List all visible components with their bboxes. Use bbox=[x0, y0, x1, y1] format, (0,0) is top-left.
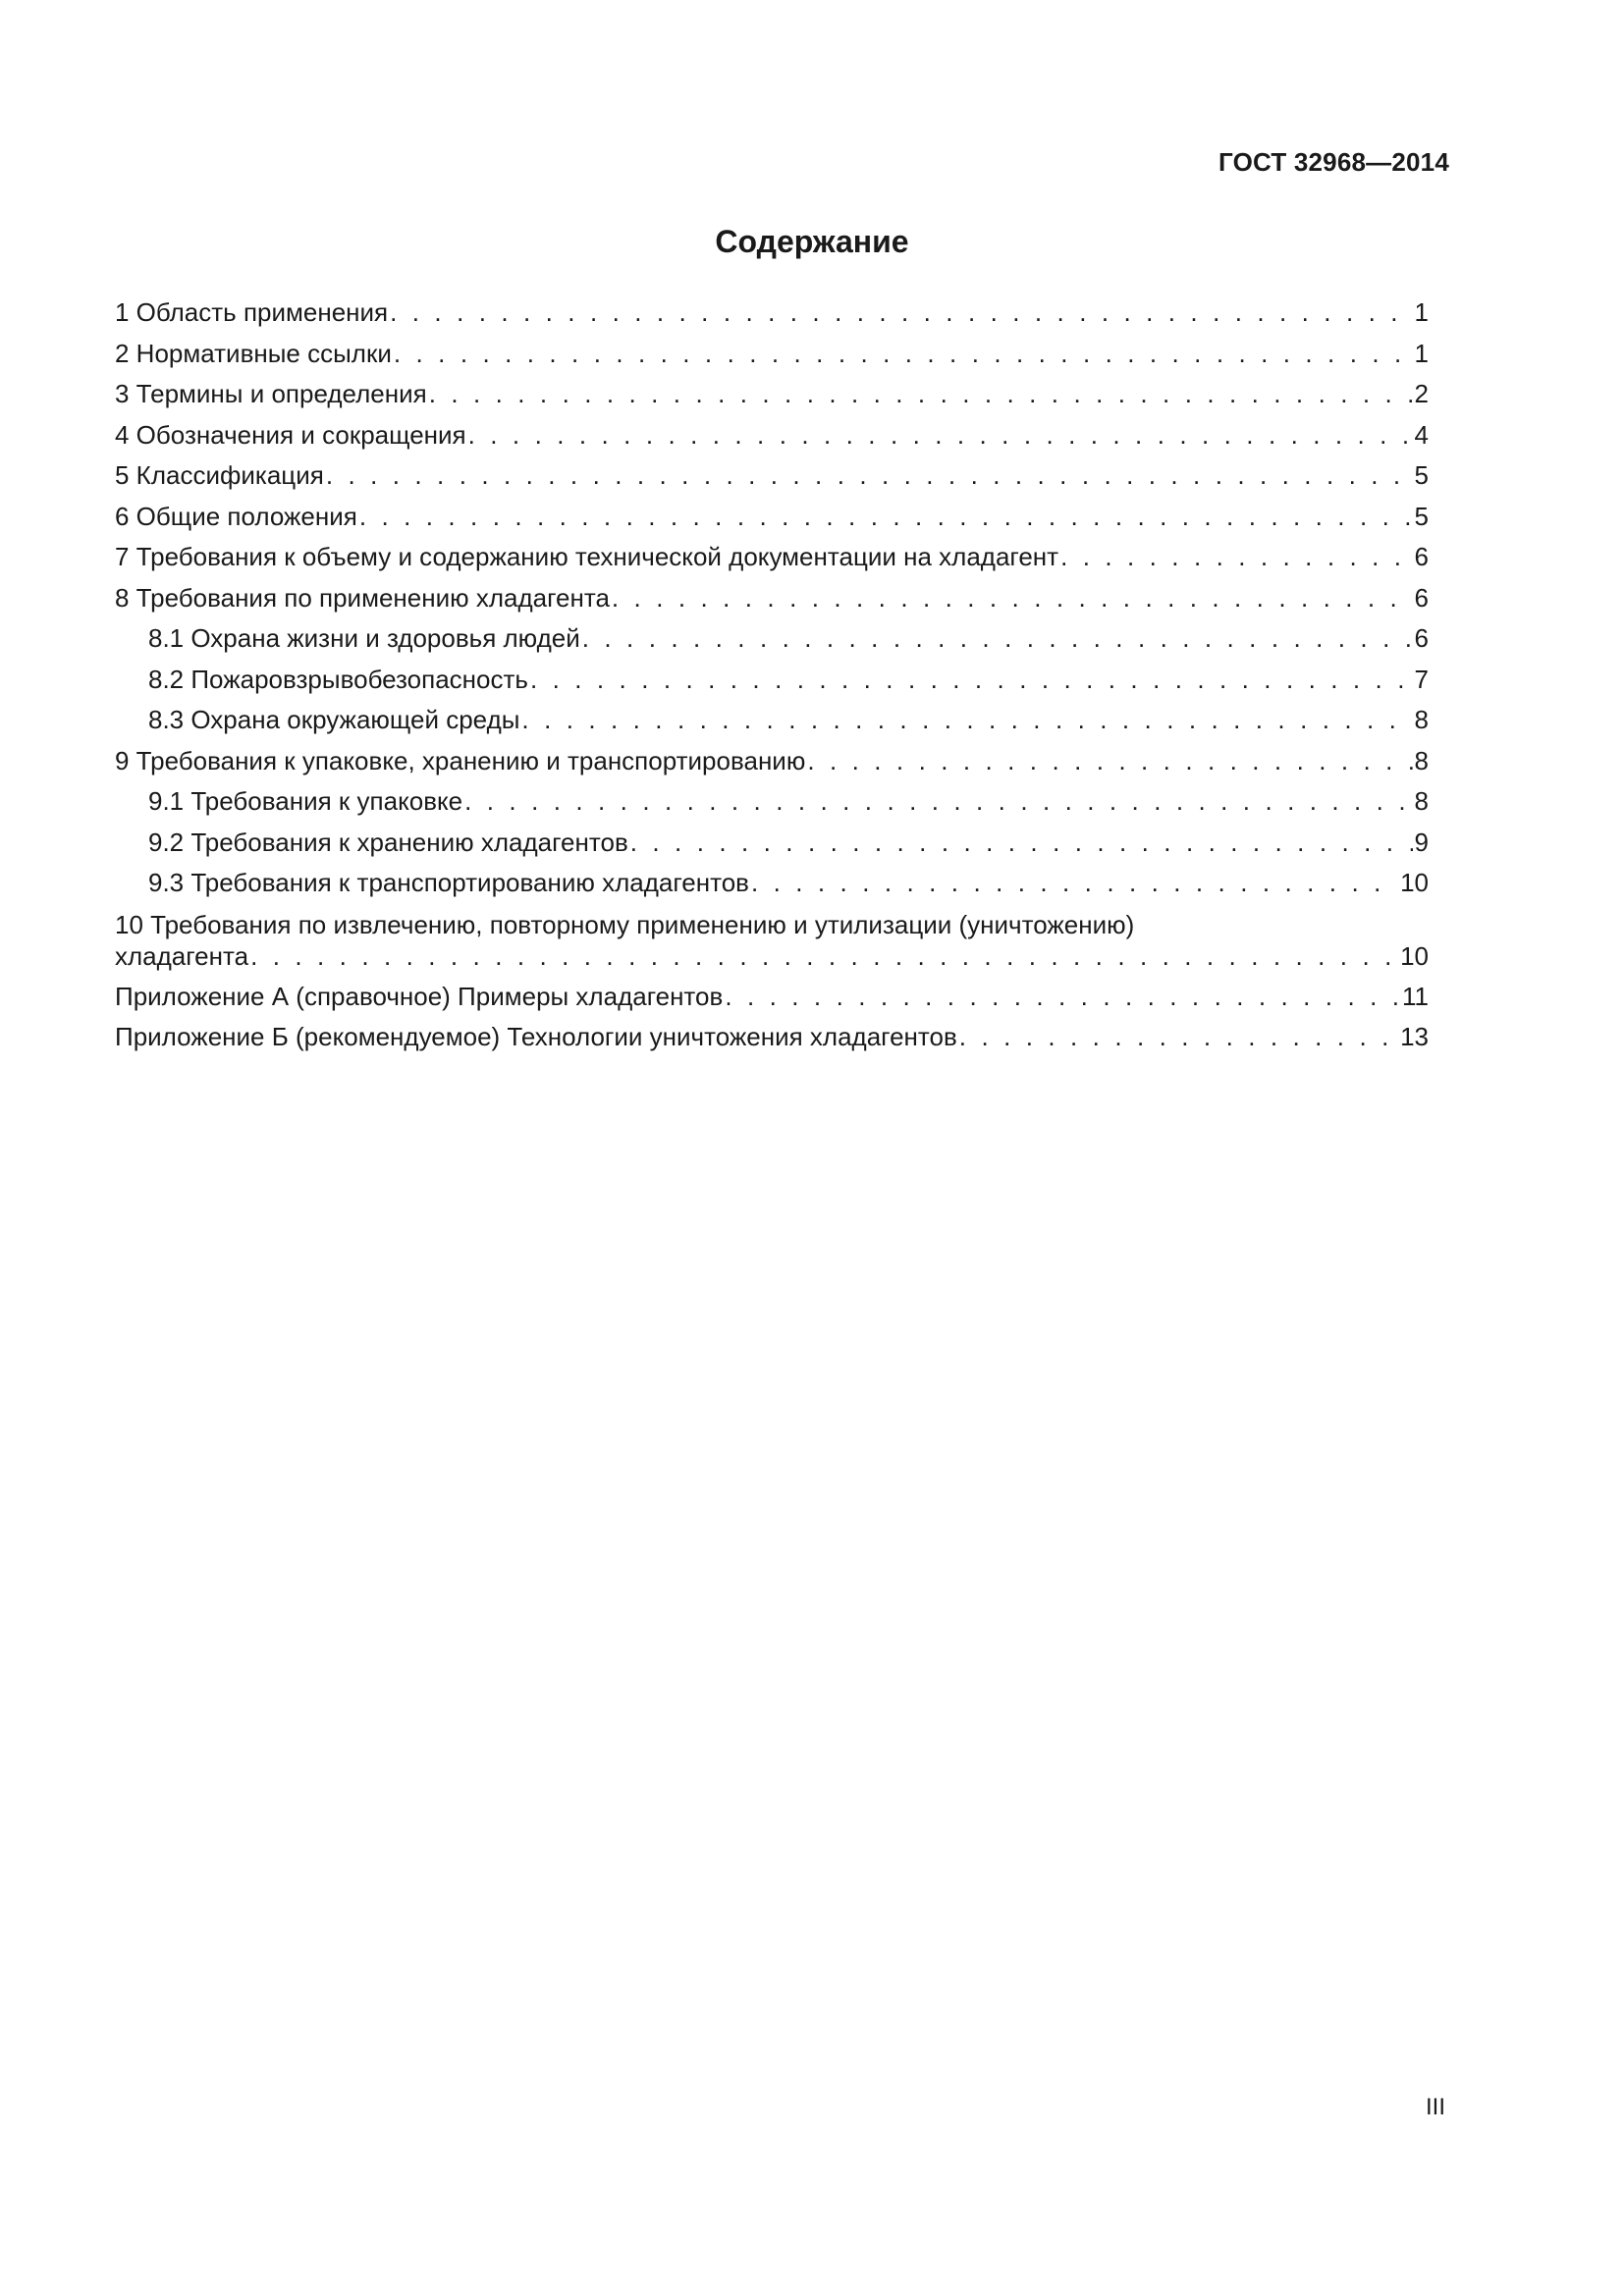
toc-entry-label: 10 Требования по извлечению, повторному применению и утилизации (уничтожению) bbox=[115, 909, 1135, 939]
toc-leader-dots bbox=[359, 502, 1413, 532]
toc-leader-dots bbox=[429, 379, 1413, 409]
toc-entry-page: 10 bbox=[1400, 868, 1429, 897]
toc-entry-3[interactable] bbox=[115, 379, 1429, 420]
toc-leader-dots bbox=[394, 339, 1413, 369]
page-number: III bbox=[1425, 2094, 1445, 2120]
toc-entry-page: 8 bbox=[1414, 745, 1429, 775]
toc-entry-label: 9.2 Требования к хранению хладагентов bbox=[148, 827, 628, 857]
toc-entry-label: 9 Требования к упаковке, хранению и транспортированию bbox=[115, 745, 806, 775]
toc-entry-label: 3 Термины и определения bbox=[115, 379, 427, 408]
toc-leader-dots bbox=[390, 297, 1412, 328]
toc-entry-10[interactable] bbox=[115, 909, 1429, 982]
toc-entry-label: 5 Классификация bbox=[115, 460, 324, 490]
toc-entry-8-3[interactable] bbox=[115, 705, 1429, 746]
table-of-contents bbox=[115, 297, 1429, 1063]
toc-entry-label: 8.2 Пожаровзрывобезопасность bbox=[148, 664, 528, 694]
toc-entry-page: 6 bbox=[1414, 623, 1429, 653]
toc-entry-page: 13 bbox=[1400, 1022, 1429, 1051]
toc-entry-4[interactable] bbox=[115, 420, 1429, 461]
toc-leader-dots bbox=[751, 868, 1398, 898]
toc-entry-label-continued: хладагента bbox=[115, 940, 249, 971]
toc-entry-label: 2 Нормативные ссылки bbox=[115, 338, 392, 368]
toc-entry-8-1[interactable] bbox=[115, 623, 1429, 665]
toc-entry-page: 1 bbox=[1414, 338, 1429, 368]
toc-entry-9-2[interactable] bbox=[115, 828, 1429, 869]
document-standard-header: ГОСТ 32968—2014 bbox=[1218, 147, 1449, 177]
toc-entry-label: 9.1 Требования к упаковке bbox=[148, 786, 463, 816]
toc-entry-label: 1 Область применения bbox=[115, 297, 389, 327]
toc-entry-label: 8.3 Охрана окружающей среды bbox=[148, 705, 520, 734]
toc-entry-label: 8.1 Охрана жизни и здоровья людей bbox=[148, 623, 580, 653]
toc-leader-dots bbox=[468, 420, 1413, 451]
toc-leader-dots bbox=[630, 828, 1413, 858]
toc-entry-page: 4 bbox=[1414, 419, 1429, 450]
toc-entry-label: 8 Требования по применению хладагента bbox=[115, 582, 610, 613]
toc-entry-page: 1 bbox=[1414, 297, 1429, 327]
toc-entry-9-3[interactable] bbox=[115, 868, 1429, 909]
toc-leader-dots bbox=[464, 786, 1412, 817]
toc-entry-label: 9.3 Требования к транспортированию хладагентов bbox=[148, 868, 749, 897]
toc-entry-page: 8 bbox=[1414, 786, 1429, 816]
toc-entry-page: 6 bbox=[1414, 582, 1429, 613]
toc-entry-9-1[interactable] bbox=[115, 786, 1429, 828]
toc-leader-dots bbox=[1060, 542, 1412, 572]
toc-leader-dots bbox=[582, 623, 1413, 654]
toc-entry-label: 4 Обозначения и сокращения bbox=[115, 419, 466, 450]
toc-leader-dots bbox=[959, 1022, 1398, 1052]
toc-entry-appendix-b[interactable] bbox=[115, 1022, 1429, 1063]
toc-entry-label: Приложение А (справочное) Примеры хладагентов bbox=[115, 981, 724, 1011]
toc-entry-label: 7 Требования к объему и содержанию технической документации на хладагент bbox=[115, 542, 1059, 571]
toc-entry-label: 6 Общие положения bbox=[115, 501, 357, 531]
toc-entry-page: 6 bbox=[1414, 542, 1429, 571]
toc-entry-page: 10 bbox=[1400, 940, 1429, 971]
toc-entry-page: 5 bbox=[1414, 460, 1429, 490]
toc-leader-dots bbox=[725, 982, 1400, 1012]
toc-entry-page: 8 bbox=[1414, 705, 1429, 734]
toc-entry-5[interactable] bbox=[115, 460, 1429, 502]
toc-leader-dots bbox=[807, 746, 1412, 776]
toc-entry-page: 7 bbox=[1414, 664, 1429, 694]
toc-entry-page: 2 bbox=[1414, 379, 1429, 408]
toc-leader-dots bbox=[612, 583, 1413, 614]
toc-entry-page: 5 bbox=[1414, 501, 1429, 531]
toc-entry-7[interactable] bbox=[115, 542, 1429, 583]
toc-entry-6[interactable] bbox=[115, 502, 1429, 543]
toc-entry-9[interactable] bbox=[115, 746, 1429, 787]
toc-entry-page: 11 bbox=[1402, 981, 1429, 1011]
toc-leader-dots bbox=[521, 705, 1412, 735]
toc-leader-dots bbox=[250, 941, 1398, 972]
toc-entry-page: 9 bbox=[1414, 827, 1429, 857]
toc-leader-dots bbox=[530, 665, 1413, 695]
page-title: Содержание bbox=[715, 224, 909, 259]
toc-entry-8-2[interactable] bbox=[115, 665, 1429, 706]
toc-entry-2[interactable] bbox=[115, 339, 1429, 380]
toc-entry-8[interactable] bbox=[115, 583, 1429, 624]
toc-entry-label: Приложение Б (рекомендуемое) Технологии уничтожения хладагентов bbox=[115, 1022, 957, 1051]
toc-entry-1[interactable] bbox=[115, 297, 1429, 339]
toc-entry-appendix-a[interactable] bbox=[115, 982, 1429, 1023]
toc-leader-dots bbox=[326, 460, 1413, 491]
